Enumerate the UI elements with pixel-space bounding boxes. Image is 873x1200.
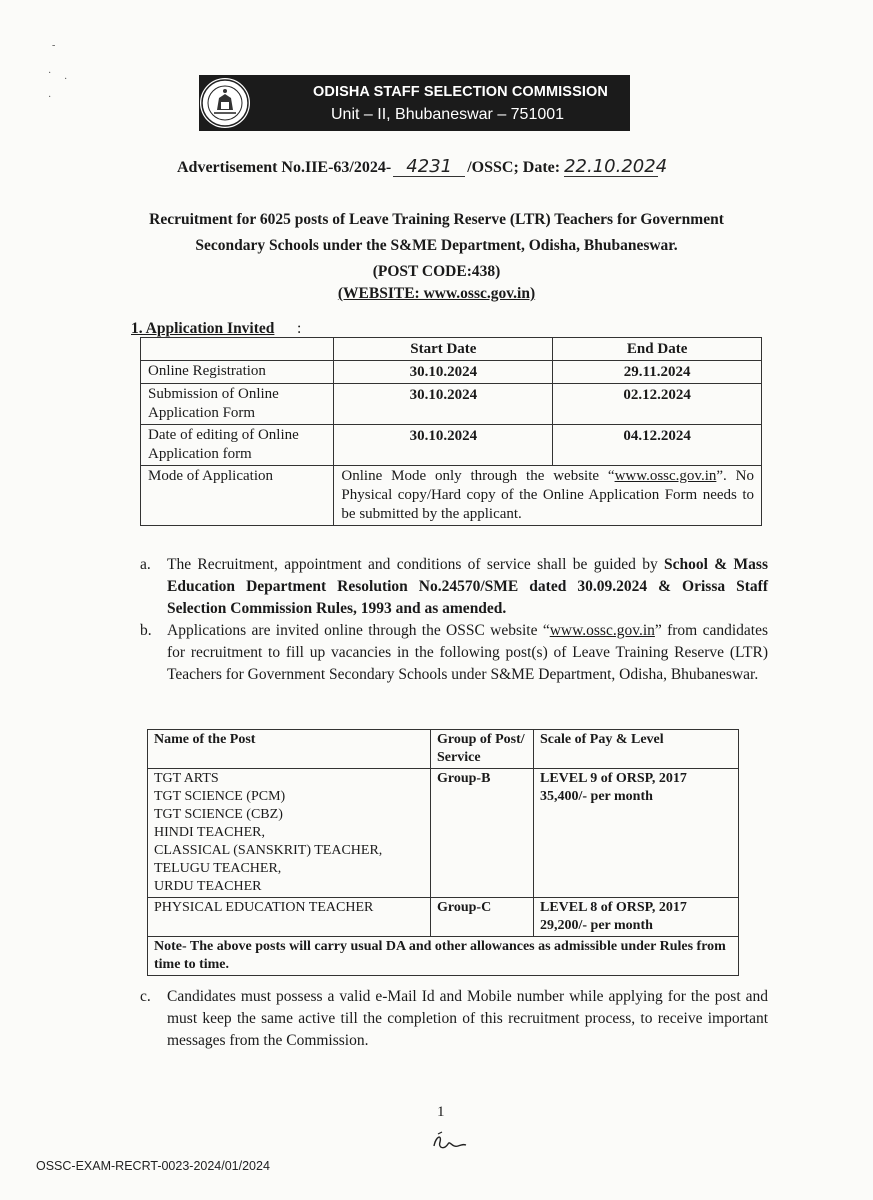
section-heading-colon: : (297, 320, 302, 337)
pay-level: LEVEL 9 of ORSP, 2017 (540, 771, 687, 786)
advertisement-date: 22.10.2024 (564, 156, 668, 177)
group-cell: Group-C (431, 898, 534, 937)
table-header-cell: End Date (553, 338, 762, 361)
advertisement-suffix: /OSSC; Date: (467, 159, 561, 176)
start-date: 30.10.2024 (334, 384, 553, 425)
website-line (0, 285, 873, 303)
application-dates-table (140, 337, 762, 526)
paragraph-label: b. (140, 622, 152, 639)
row-label: Mode of Application (141, 466, 334, 526)
post-name: CLASSICAL (SANSKRIT) TEACHER, (154, 843, 383, 858)
paragraph-a (140, 554, 768, 620)
paragraph-label: a. (140, 556, 151, 573)
post-name: HINDI TEACHER, (154, 825, 265, 840)
end-date: 04.12.2024 (553, 425, 762, 466)
website-link[interactable]: www.ossc.gov.in (614, 468, 717, 484)
scan-mark: - (52, 40, 56, 51)
table-row (141, 384, 762, 425)
row-label: Submission of Online Application Form (141, 384, 334, 425)
page-number: 1 (437, 1104, 445, 1120)
advertisement-line (177, 156, 668, 177)
document-reference: OSSC-EXAM-RECRT-0023-2024/01/2024 (36, 1159, 270, 1173)
table-note: Note- The above posts will carry usual DA and other allowances as admissible under Rules from time to time. (148, 937, 739, 976)
paragraph-text: ” from candidates for recruitment to fill up vacancies in the following post(s) of Leave Training Reserve (LTR) Teachers for Government Secondary Schools under S&ME Department, Odisha, Bhubaneswar. (167, 622, 768, 683)
org-address: Unit – II, Bhubaneswar – 751001 (331, 106, 565, 123)
pay-scale-cell (534, 898, 739, 937)
post-names-cell (148, 769, 431, 898)
paragraph-c (140, 986, 768, 1052)
website-link[interactable]: www.ossc.gov.in (549, 622, 655, 639)
scan-mark: · (64, 74, 68, 85)
section-heading: 1. Application Invited (131, 320, 275, 337)
pay-scale-cell (534, 769, 739, 898)
pay-level: LEVEL 8 of ORSP, 2017 (540, 900, 687, 915)
post-name: TGT SCIENCE (CBZ) (154, 807, 283, 822)
table-header-cell: Name of the Post (148, 730, 431, 769)
pay-amount: 35,400/- per month (540, 789, 653, 804)
website-link[interactable]: (WEBSITE: www.ossc.gov.in) (337, 285, 536, 302)
odisha-emblem-icon (200, 78, 250, 128)
pay-amount: 29,200/- per month (540, 918, 653, 933)
table-row (148, 769, 739, 898)
posts-table (147, 729, 739, 976)
table-header-cell: Group of Post/ Service (431, 730, 534, 769)
table-header-cell: Scale of Pay & Level (534, 730, 739, 769)
post-name: URDU TEACHER (154, 879, 262, 894)
mode-text: Online Mode only through the website “ (341, 468, 615, 484)
title-line-2: Secondary Schools under the S&ME Department, Odisha, Bhubaneswar. (195, 237, 678, 254)
row-label: Date of editing of Online Application form (141, 425, 334, 466)
post-name: PHYSICAL EDUCATION TEACHER (154, 900, 374, 915)
start-date: 30.10.2024 (334, 425, 553, 466)
table-header-row (141, 338, 762, 361)
scan-mark: · (48, 68, 52, 79)
table-header-cell (141, 338, 334, 361)
post-code: (POST CODE:438) (372, 263, 501, 280)
paragraph-b (140, 620, 768, 686)
mode-description (334, 466, 762, 526)
paragraph-bold-text: School & Mass Education Department Resolution No.24570/SME dated 30.09.2024 & Orissa Staff Selection Commission Rules, 1993 and as amended. (167, 556, 768, 617)
advertisement-prefix: Advertisement No.IIE-63/2024- (177, 159, 392, 176)
group-cell: Group-B (431, 769, 534, 898)
table-row (148, 898, 739, 937)
table-row (141, 466, 762, 526)
mode-text: ”. No Physical copy/Hard copy of the Online Application Form needs to be submitted by the applicant. (341, 468, 754, 522)
advertisement-number: 4231 (393, 158, 465, 177)
post-name: TELUGU TEACHER, (154, 861, 282, 876)
signature-icon (428, 1128, 468, 1156)
table-row (141, 361, 762, 384)
org-name: ODISHA STAFF SELECTION COMMISSION (313, 84, 608, 100)
end-date: 02.12.2024 (553, 384, 762, 425)
paragraph-text: Candidates must possess a valid e-Mail Id and Mobile number while applying for the post and must keep the same active till the completion of this recruitment process, to receive important messages from the Commission. (167, 988, 768, 1049)
post-name: TGT SCIENCE (PCM) (154, 789, 286, 804)
post-names-cell (148, 898, 431, 937)
table-note-row (148, 937, 739, 976)
paragraph-label: c. (140, 988, 151, 1005)
end-date: 29.11.2024 (553, 361, 762, 384)
start-date: 30.10.2024 (334, 361, 553, 384)
row-label: Online Registration (141, 361, 334, 384)
paragraph-text: Applications are invited online through the OSSC website “ (167, 622, 550, 639)
post-name: TGT ARTS (154, 771, 219, 786)
scan-mark: · (48, 92, 52, 103)
table-header-row (148, 730, 739, 769)
paragraph-text: The Recruitment, appointment and conditions of service shall be guided by (167, 556, 665, 573)
title-line-1: Recruitment for 6025 posts of Leave Training Reserve (LTR) Teachers for Government (149, 211, 724, 228)
table-row (141, 425, 762, 466)
table-header-cell: Start Date (334, 338, 553, 361)
